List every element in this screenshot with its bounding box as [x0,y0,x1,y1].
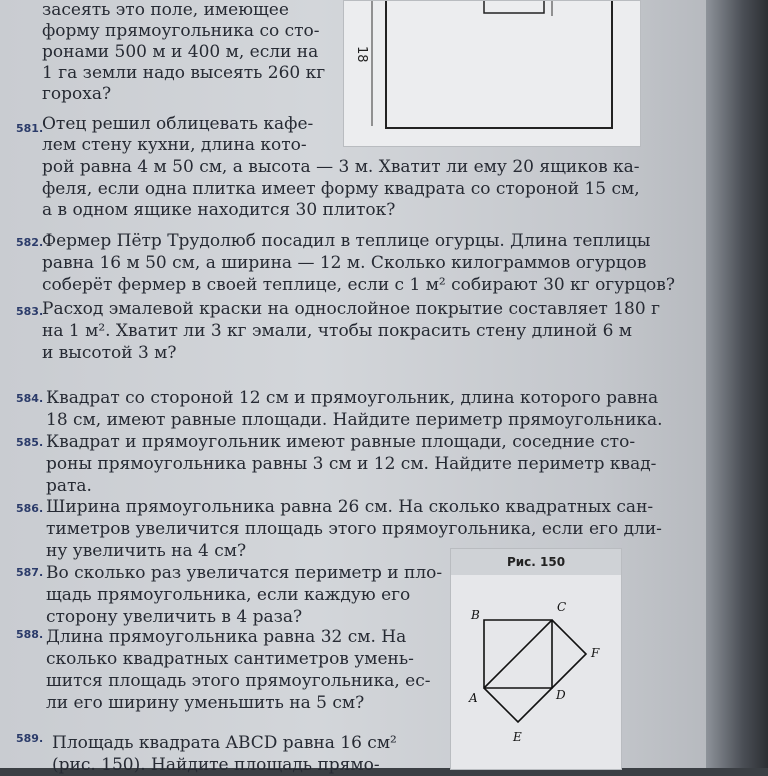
label-c: C [557,600,567,614]
problem-588-line-4: ли его ширину уменьшить на 5 см? [46,693,365,713]
problem-number: 582. [16,236,44,249]
problem-585-line-2: роны прямоугольника равны 3 см и 12 см. Найдите периметр квад- [46,454,657,474]
problem-582-line-2: равна 16 м 50 см, а ширина — 12 м. Сколько килограммов огурцов [42,253,647,273]
problem-582-line-1: Фермер Пётр Трудолюб посадил в теплице огурцы. Длина теплицы [42,231,651,251]
problem-581-line-2: лем стену кухни, длина кото- [42,135,307,155]
problem-586-line-1: Ширина прямоугольника равна 26 см. На сколько квадратных сан- [46,497,654,517]
triangle-cfd [552,620,586,688]
figure-150 [450,548,622,770]
problem-584-line-2: 18 см, имеют равные площади. Найдите периметр прямоугольника. [46,410,663,430]
problem-585-line-1: Квадрат и прямоугольник имеют равные площади, соседние сто- [46,432,636,452]
label-d: D [556,688,566,702]
figure-150-drawing [451,575,621,769]
label-f: F [591,646,600,660]
label-a: A [469,691,478,705]
problem-587-line-1: Во сколько раз увеличатся периметр и пло- [46,563,443,583]
diagonal-ac [484,620,552,688]
label-e: E [513,730,522,744]
problem-589-line-1: Площадь квадрата ABCD равна 16 см² [52,733,397,753]
problem-580-line-5: гороха? [42,84,112,104]
figure-caption: Рис. 150 [451,549,621,575]
label-b: B [471,608,480,622]
problem-580-line-4: 1 га земли надо высеять 260 кг [42,63,326,83]
problem-580-line-3: ронами 500 м и 400 м, если на [42,42,319,62]
triangle-ade [484,688,552,722]
problem-580-line-2: форму прямоугольника со сто- [42,21,320,41]
problem-587-line-2: щадь прямоугольника, если каждую его [46,585,411,605]
problem-581-line-1: Отец решил облицевать кафе- [42,114,314,134]
inner-rectangle [484,1,544,13]
problem-number: 585. [16,436,44,449]
figure-top-drawing [344,1,640,146]
side-label: 18 [354,46,369,63]
figure-top [343,0,641,147]
book-edge-shadow [706,0,768,768]
problem-number: 587. [16,566,44,579]
problem-587-line-3: сторону увеличить в 4 раза? [46,607,303,627]
problem-580-line-1: засеять это поле, имеющее [42,0,289,20]
problem-583-line-1: Расход эмалевой краски на однослойное покрытие составляет 180 г [42,299,660,319]
problem-588-line-2: сколько квадратных сантиметров умень- [46,649,414,669]
problem-number: 588. [16,628,44,641]
problem-586-line-2: тиметров увеличится площадь этого прямоугольника, если его дли- [46,519,662,539]
problem-585-line-3: рата. [46,476,92,496]
rectangle-field [386,1,612,128]
problem-number: 586. [16,502,44,515]
problem-588-line-1: Длина прямоугольника равна 32 см. На [46,627,407,647]
problem-581-line-3: рой равна 4 м 50 см, а высота — 3 м. Хватит ли ему 20 ящиков ка- [42,157,640,177]
problem-588-line-3: шится площадь этого прямоугольника, ес- [46,671,431,691]
problem-581-line-5: а в одном ящике находится 30 плиток? [42,200,396,220]
problem-number: 584. [16,392,44,405]
problem-number: 583. [16,305,44,318]
problem-581-line-4: феля, если одна плитка имеет форму квадрата со стороной 15 см, [42,179,640,199]
problem-582-line-3: соберёт фермер в своей теплице, если с 1 м² собирают 30 кг огурцов? [42,275,675,295]
problem-number: 589. [16,732,44,745]
problem-583-line-3: и высотой 3 м? [42,343,177,363]
problem-584-line-1: Квадрат со стороной 12 см и прямоугольник, длина которого равна [46,388,659,408]
problem-number: 581. [16,122,44,135]
problem-589-line-2: (рис. 150). Найдите площадь прямо- [52,755,380,775]
problem-586-line-3: ну увеличить на 4 см? [46,541,247,561]
problem-583-line-2: на 1 м². Хватит ли 3 кг эмали, чтобы покрасить стену длиной 6 м [42,321,633,341]
